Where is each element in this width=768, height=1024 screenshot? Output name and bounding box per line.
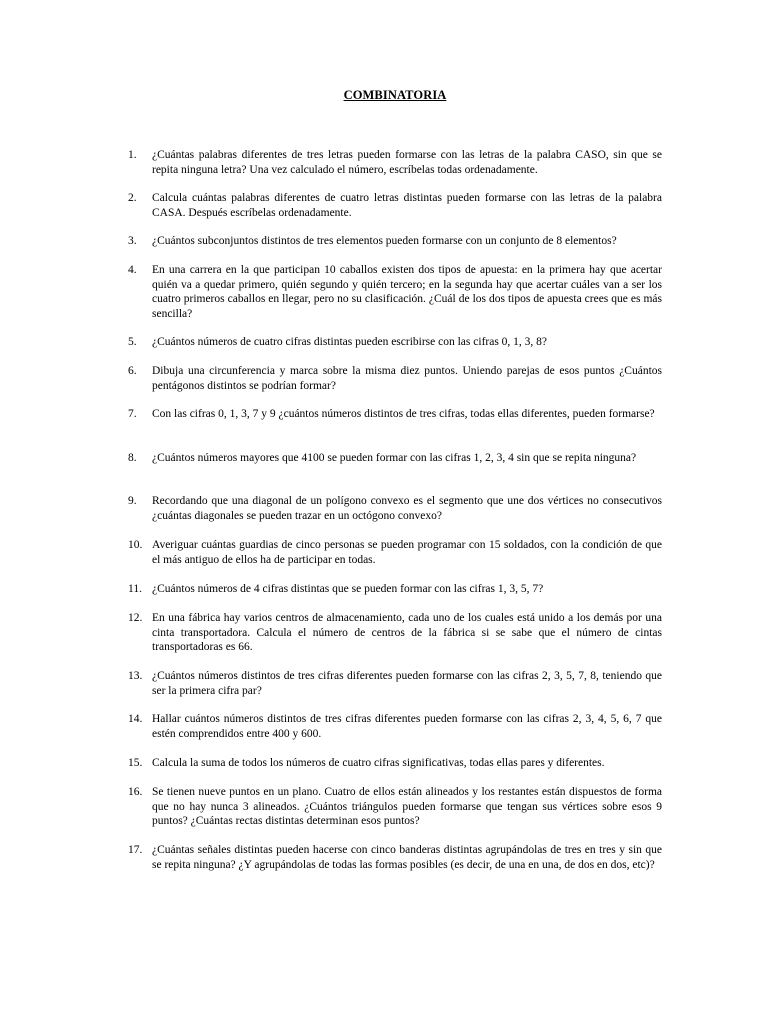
exercise-text: ¿Cuántos números mayores que 4100 se pueden formar con las cifras 1, 2, 3, 4 sin que se repita ninguna?	[152, 452, 637, 464]
exercise-item-9	[128, 494, 662, 523]
exercise-item-6	[128, 364, 662, 393]
exercise-item-8	[128, 451, 662, 466]
exercise-item-13	[128, 669, 662, 698]
exercise-text: En una fábrica hay varios centros de almacenamiento, cada uno de los cuales está unido a los demás por una cinta transportadora. Calcula el número de centros de la fábrica si se sabe que el número de cintas transportadoras es 66.	[152, 612, 662, 653]
exercise-number: 14.	[128, 713, 143, 725]
exercise-item-11	[128, 582, 662, 597]
exercise-item-1	[128, 148, 662, 177]
exercise-number: 3.	[128, 235, 137, 247]
exercise-number: 5.	[128, 336, 137, 348]
exercise-item-3	[128, 234, 662, 249]
exercise-item-12	[128, 611, 662, 655]
exercise-number: 12.	[128, 612, 143, 624]
exercise-item-17	[128, 843, 662, 872]
exercise-item-4	[128, 263, 662, 321]
exercise-text: Calcula cuántas palabras diferentes de cuatro letras distintas pueden formarse con las letras de la palabra CASA. Después escríbelas ordenadamente.	[152, 192, 662, 219]
exercise-number: 2.	[128, 192, 137, 204]
exercise-number: 6.	[128, 365, 137, 377]
exercise-item-14	[128, 712, 662, 741]
exercise-number: 7.	[128, 408, 137, 420]
exercise-text: ¿Cuántos números de 4 cifras distintas que se pueden formar con las cifras 1, 3, 5, 7?	[152, 583, 544, 595]
exercise-item-7	[128, 407, 662, 422]
exercise-number: 15.	[128, 757, 143, 769]
exercise-text: ¿Cuántas palabras diferentes de tres letras pueden formarse con las letras de la palabra CASO, sin que se repita ninguna letra? Una vez calculado el número, escríbelas todas ordenadamente.	[152, 149, 662, 176]
exercise-item-16	[128, 785, 662, 829]
exercise-item-15	[128, 756, 662, 771]
exercise-item-2	[128, 191, 662, 220]
exercise-text: ¿Cuántos subconjuntos distintos de tres elementos pueden formarse con un conjunto de 8 elementos?	[152, 235, 617, 247]
exercise-text: Hallar cuántos números distintos de tres cifras diferentes pueden formarse con las cifras 2, 3, 4, 5, 6, 7 que estén comprendidos entre 400 y 600.	[152, 713, 662, 740]
exercise-number: 13.	[128, 670, 143, 682]
exercise-text: Recordando que una diagonal de un polígono convexo es el segmento que une dos vértices no consecutivos ¿cuántas diagonales se pueden trazar en un octógono convexo?	[152, 495, 662, 522]
exercise-number: 8.	[128, 452, 137, 464]
exercise-text: Averiguar cuántas guardias de cinco personas se pueden programar con 15 soldados, con la condición de que el más antiguo de ellos ha de participar en todas.	[152, 539, 662, 566]
exercise-text: Se tienen nueve puntos en un plano. Cuatro de ellos están alineados y los restantes están dispuestos de forma que no hay nunca 3 alineados. ¿Cuántos triángulos pueden formarse que tengan sus vértices sobre esos 9 puntos? ¿Cuántas rectas distintas determinan esos puntos?	[152, 786, 662, 827]
exercise-number: 11.	[128, 583, 142, 595]
exercise-number: 9.	[128, 495, 137, 507]
exercise-number: 4.	[128, 264, 137, 276]
exercise-text: ¿Cuántos números de cuatro cifras distintas pueden escribirse con las cifras 0, 1, 3, 8?	[152, 336, 548, 348]
exercise-number: 16.	[128, 786, 143, 798]
exercise-text: Dibuja una circunferencia y marca sobre la misma diez puntos. Uniendo parejas de esos puntos ¿Cuántos pentágonos distintos se podrían formar?	[152, 365, 662, 392]
exercise-number: 17.	[128, 844, 143, 856]
exercise-item-5	[128, 335, 662, 350]
exercise-item-10	[128, 538, 662, 567]
exercise-number: 10.	[128, 539, 143, 551]
exercise-number: 1.	[128, 149, 137, 161]
exercise-text: En una carrera en la que participan 10 caballos existen dos tipos de apuesta: en la primera hay que acertar quién va a quedar primero, quién segundo y quién tercero; en la segunda hay que acertar cuáles van a ser los cuatro primeros caballos en llegar, pero no su clasificación. ¿Cuál de los dos tipos de apuesta crees que es más sencilla?	[152, 264, 662, 320]
page-title: COMBINATORIA	[343, 88, 447, 102]
exercise-text: Calcula la suma de todos los números de cuatro cifras significativas, todas ellas pares y diferentes.	[152, 757, 605, 769]
exercise-text: ¿Cuántos números distintos de tres cifras diferentes pueden formarse con las cifras 2, 3, 5, 7, 8, teniendo que ser la primera cifra par?	[152, 670, 662, 697]
exercise-text: Con las cifras 0, 1, 3, 7 y 9 ¿cuántos números distintos de tres cifras, todas ellas diferentes, pueden formarse?	[152, 408, 655, 420]
exercise-text: ¿Cuántas señales distintas pueden hacerse con cinco banderas distintas agrupándolas de tres en tres y sin que se repita ninguna? ¿Y agrupándolas de todas las formas posibles (es decir, de una en una, de dos en dos, etc)?	[152, 844, 662, 871]
